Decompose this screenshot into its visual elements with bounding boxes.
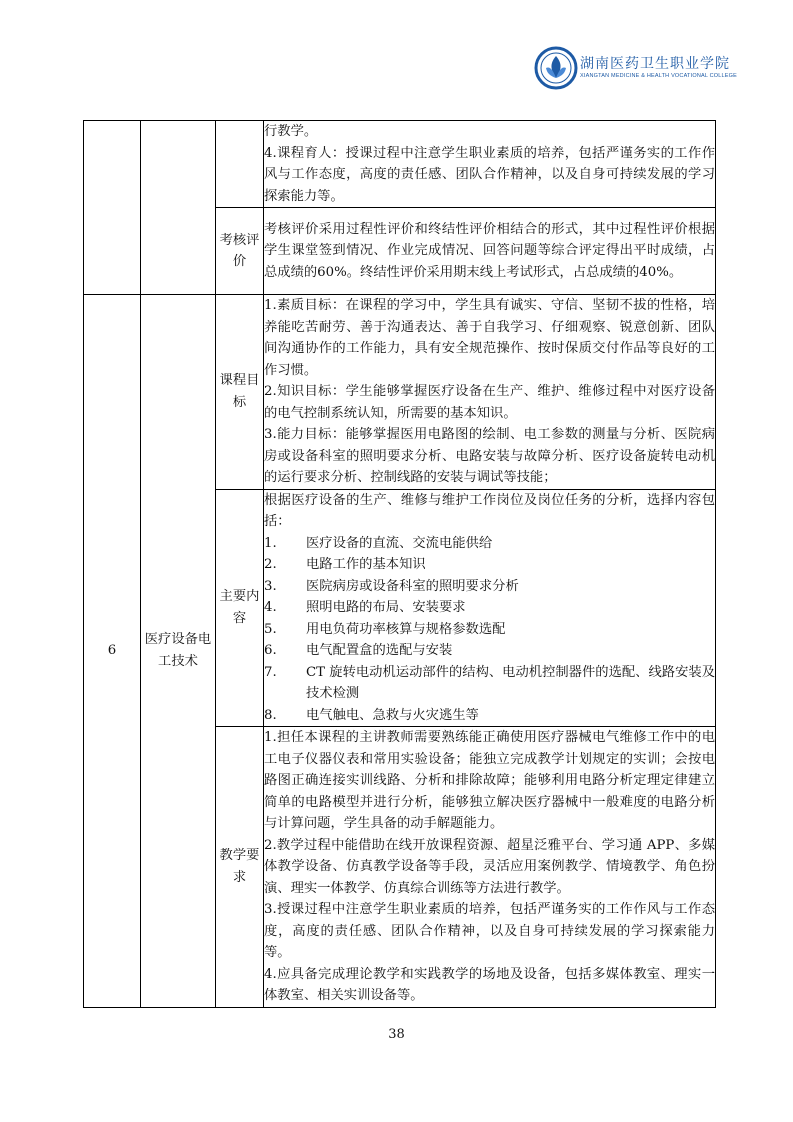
course-name: 医疗设备电工技术 xyxy=(141,295,216,1008)
list-item: 4. 照明电路的布局、安装要求 xyxy=(264,600,466,615)
paragraph: 4.课程育人：授课过程中注意学生职业素质的培养，包括严谨务实的工作作风与工作态度，高度的责任感、团队合作精神，以及自身可持续发展的学习探索能力等。 xyxy=(264,145,715,204)
table-row xyxy=(84,121,716,208)
content-label: 主要内容 xyxy=(216,489,264,727)
goals-cell xyxy=(264,295,716,490)
list-item: 5. 用电负荷功率核算与规格参数选配 xyxy=(264,621,506,637)
college-emblem-icon xyxy=(534,46,578,90)
paragraph: 3.授课过程中注意学生职业素质的培养，包括严谨务实的工作作风与工作态度，高度的责任感、团队合作精神，以及自身可持续发展的学习探索能力等。 xyxy=(264,902,715,960)
paragraph: 1.素质目标：在课程的学习中，学生具有诚实、守信、坚韧不拔的性格，培养能吃苦耐劳、善于沟通表达、善于自我学习、仔细观察、锐意创新、团队间沟通协作的工作能力，具有安全规范操作、按时保质交付作品等良好的工作习惯。 xyxy=(264,298,715,378)
content-cell xyxy=(264,489,716,727)
paragraph: 2.知识目标：学生能够掌握医疗设备在生产、维护、维修过程中对医疗设备的电气控制系统认知，所需要的基本知识。 xyxy=(264,384,715,421)
prev-number-cell xyxy=(84,121,141,295)
list-item: 2. 电路工作的基本知识 xyxy=(264,557,426,572)
paragraph: 3.能力目标：能够掌握医用电路图的绘制、电工参数的测量与分析、医院病房或设备科室的照明要求分析、电路安装与故障分析、医疗设备旋转电动机的运行要求分析、控制线路的安装与调试等技能； xyxy=(264,427,715,485)
paragraph: 4.应具备完成理论教学和实践教学的场地及设备，包括多媒体教室、理实一体教室、相关实训设备等。 xyxy=(264,966,715,1003)
prev-label-cell xyxy=(216,121,264,208)
paragraph: 根据医疗设备的生产、维修与维护工作岗位及岗位任务的分析，选择内容包括： xyxy=(264,492,715,529)
assessment-label: 考核评价 xyxy=(216,208,264,295)
teaching-cell xyxy=(264,727,716,1008)
goals-label: 课程目标 xyxy=(216,295,264,490)
list-item: 1. 医疗设备的直流、交流电能供给 xyxy=(264,535,493,551)
paragraph: 1.担任本课程的主讲教师需要熟练能正确使用医疗器械电气维修工作中的电工电子仪器仪表和常用实验设备；能独立完成教学计划规定的实训；会按电路图正确连接实训线路、分析和排除故障；能够利用电路分析定理定律建立简单的电路模型并进行分析，能够独立解决医疗器械中一般难度的电路分析与计算问题，学生具备的动手解题能力。 xyxy=(264,730,715,831)
list-item: 8. 电气触电、急救与火灾逃生等 xyxy=(264,707,479,723)
prev-name-cell xyxy=(141,121,216,295)
table-row xyxy=(84,295,716,490)
assessment-text: 考核评价采用过程性评价和终结性评价相结合的形式，其中过程性评价根据学生课堂签到情况、作业完成情况、回答问题等综合评定得出平时成绩，占总成绩的60%。终结性评价采用期末线上考试形式，占总成绩的40%。 xyxy=(264,208,716,295)
list-item: 3. 医院病房或设备科室的照明要求分析 xyxy=(264,578,519,594)
course-table xyxy=(83,120,716,1008)
course-number: 6 xyxy=(84,295,141,1008)
teaching-label: 教学要求 xyxy=(216,727,264,1008)
logo-college-name: 湖南医药卫生职业学院 xyxy=(580,56,730,72)
header-logo xyxy=(534,46,754,90)
list-item: 6. 电气配置盒的选配与安装 xyxy=(264,643,453,658)
logo-college-english-name: XIANGTAN MEDICINE & HEALTH VOCATIONAL COLLEGE xyxy=(580,73,738,79)
paragraph: 行教学。 xyxy=(264,124,318,139)
list-item: 7. CT 旋转电动机运动部件的结构、电动机控制器件的选配、线路安装及技术检测 xyxy=(264,664,715,701)
prev-teaching-req-cell xyxy=(264,121,716,208)
paragraph: 2.教学过程中能借助在线开放课程资源、超星泛雅平台、学习通 APP、多媒体教学设备、仿真教学设备等手段，灵活应用案例教学、情境教学、角色扮演、理实一体教学、仿真综合训练等方法进行教学。 xyxy=(264,837,715,896)
page-number: 38 xyxy=(388,1027,405,1042)
